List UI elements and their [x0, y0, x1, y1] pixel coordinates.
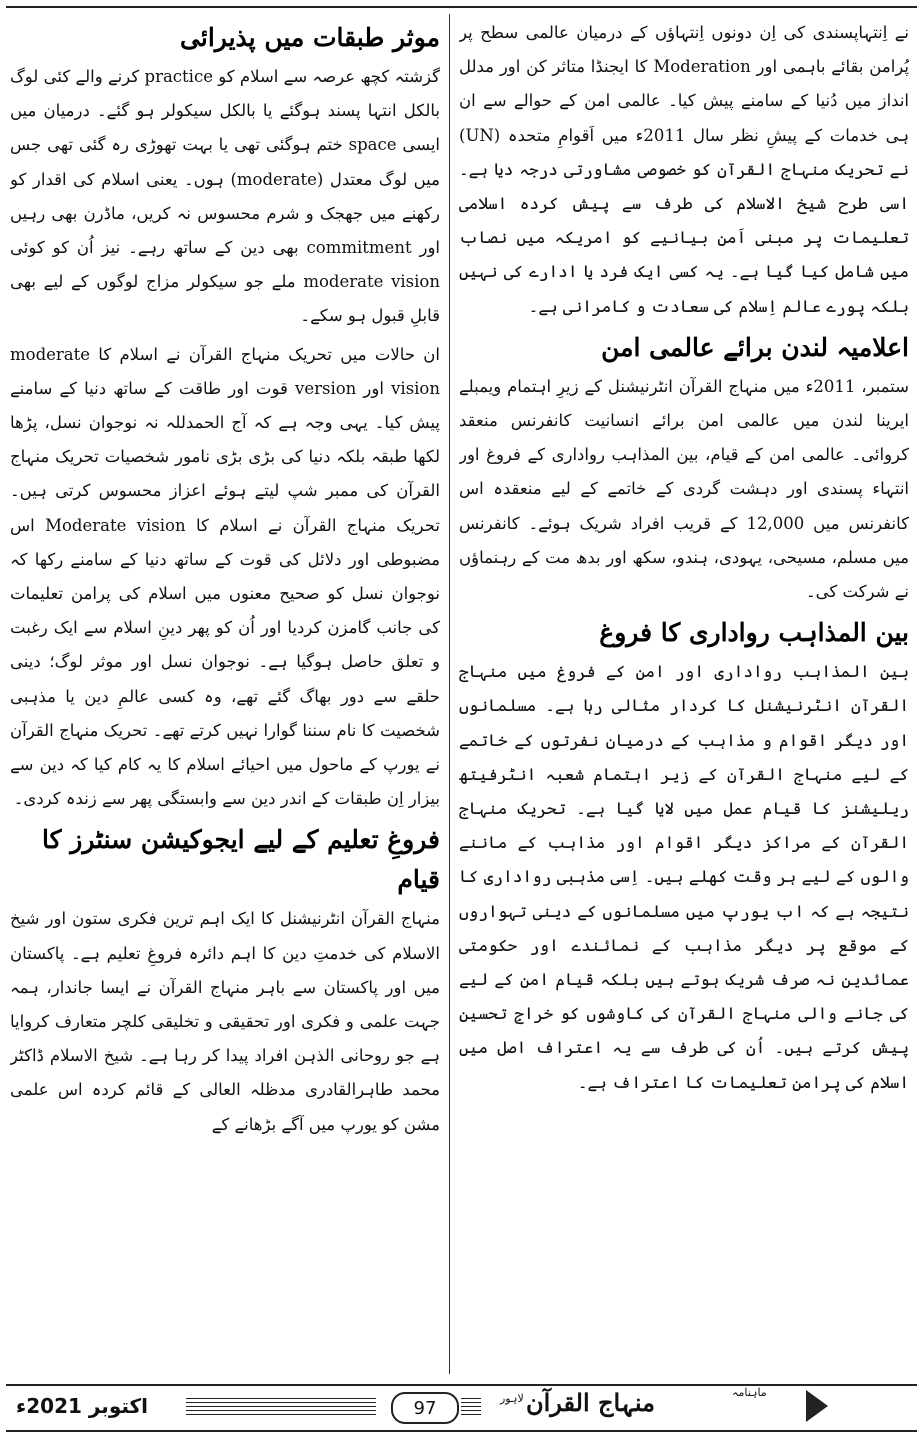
- logo-arrow-icon: [806, 1390, 828, 1422]
- left-column: [10, 16, 440, 1376]
- heading-education-centers: فروغِ تعلیم کے لیے ایجوکیشن سنٹرز کا قیام: [42, 825, 440, 895]
- heading-london-declaration: اعلامیہ لندن برائے عالمی امن: [601, 332, 909, 362]
- footer-ornament-right: [461, 1398, 481, 1416]
- heading-influential-classes: موثر طبقات میں پذیرائی: [180, 23, 440, 52]
- page-number: 97: [391, 1392, 459, 1424]
- issue-date: اکتوبر 2021ء: [16, 1394, 149, 1418]
- right-paragraph-2: ستمبر، 2011ء میں منہاج القرآن انٹرنیشنل کے زیرِ اہتمام ویمبلے ایرینا لندن میں عالمی امن برائے انسانیت کانفرنس منعقد کروائی۔ عالمی امن کے قیام، بین المذاہب رواداری کے فروغ اور انتہاء پسندی اور دہشت گردی کے خاتمے کے لیے منعقدہ اس کانفرنس میں 12,000 کے قریب افراد شریک ہوئے۔ کانفرنس میں مسلم، مسیحی، یہودی، ہندو، سکھ اور بدھ مت کے رہنماؤں نے شرکت کی۔: [459, 376, 909, 602]
- magazine-city: لاہور: [500, 1392, 524, 1405]
- page-footer: [6, 1384, 917, 1432]
- right-paragraph-1: نے اِنتہاپسندی کی اِن دونوں اِنتہاؤں کے درمیان عالمی سطح پر پُرامن بقائے باہمی اور Moderation کا ایجنڈا متاثر کن اور مدلل انداز میں دُنیا کے سامنے پیش کیا۔ عالمی امن کے حوالے سے ان ہی خدمات کے پیشِ نظر سال 2011ء میں اَقوامِ متحدہ (UN) نے تحریک منہاج القرآن کو خصوصی مشاورتی درجہ دیا ہے۔ اسی طرح شیخ الاسلام کی طرف سے پیش کردہ اسلامی تعلیمات پر مبنی اَمن بیانیے کو امریکہ میں نصاب میں شامل کیا گیا ہے۔ یہ کسی ایک فرد یا ادارے کی نہیں بلکہ پورے عالم اِسلام کی سعادت و کامرانی ہے۔: [459, 23, 909, 316]
- right-paragraph-3: بین المذاہب رواداری اور امن کے فروغ میں منہاج القرآن انٹرنیشنل کا کردار مثالی رہا ہے۔ مسلمانوں اور دیگر اقوام و مذاہب کے درمیان نفرتوں کے خاتمے کے لیے منہاج القرآن کے زیر اہتمام شعبہ انٹرفیتھ ریلیشنز کا قیام عمل میں لایا گیا ہے۔ تحریک منہاج القرآن کے مراکز دیگر اقوام اور مذاہب کے ماننے والوں کے لیے ہر وقت کھلے ہیں۔ اِسی مذہبی رواداری کا نتیجہ ہے کہ اب یورپ میں مسلمانوں کے دینی تہواروں کے موقع پر دیگر مذاہب کے نمائندے اور حکومتی عمائدین نہ صرف شریک ہوتے ہیں بلکہ قیام امن کے لیے کی جانے والی منہاج القرآن کی کاوشوں کو خراجِ تحسین پیش کرتے ہیں۔ اُن کی طرف سے یہ اعتراف اصل میں اسلام کی پرامن تعلیمات کا اعتراف ہے۔: [459, 662, 909, 1092]
- right-column: [459, 16, 909, 1376]
- left-paragraph-2: ان حالات میں تحریک منہاج القرآن نے اسلام کا moderate vision اور version قوت اور طاقت کے ساتھ دنیا کے سامنے پیش کیا۔ یہی وجہ ہے کہ آج الحمدللہ نہ نوجوان نسل، پڑھا لکھا طبقہ بلکہ دنیا کی بڑی بڑی نامور شخصیات تحریک منہاج القرآن کی ممبر شپ لیتے ہوئے اعزاز محسوس کرتی ہیں۔ تحریک منہاج القرآن نے اسلام کا Moderate vision اس مضبوطی اور دلائل کی قوت کے ساتھ دنیا کے سامنے رکھا کہ نوجوان نسل کو صحیح معنوں میں اسلام کی پرامن تعلیمات کی جانب گامزن کردیا اور اُن کو پھر دینِ اسلام سے ایک رغبت و تعلق حاصل ہوگیا ہے۔ نوجوان نسل اور موثر لوگ؛ دینی حلقے سے دور بھاگ گئے تھے، وہ کسی عالمِ دین یا مذہبی شخصیت کا نام سننا گوارا نہیں کرتے تھے۔ تحریک منہاج القرآن نے یورپ کے ماحول میں احیائے اسلام کا یہ کام کیا کہ دین سے بیزار اِن طبقات کے اندر دین سے وابستگی پھر سے زندہ کردی۔: [10, 344, 440, 809]
- heading-interfaith-harmony: بین المذاہب رواداری کا فروغ: [599, 618, 909, 648]
- column-divider: [449, 14, 450, 1374]
- footer-ornament-left: [186, 1398, 376, 1416]
- top-rule: [6, 6, 917, 8]
- magazine-title: منہاج القرآن: [526, 1388, 655, 1417]
- left-paragraph-1: گزشتہ کچھ عرصہ سے اسلام کو practice کرنے والے کئی لوگ بالکل انتہا پسند ہوگئے یا بالکل سیکولر ہو گئے۔ درمیان میں ایسی space ختم ہوگئی تھی یا بہت تھوڑی رہ گئی تھی جس میں لوگ معتدل (moderate) ہوں۔ یعنی اسلام کی اقدار کو رکھنے میں جھجک و شرم محسوس نہ کریں، ماڈرن بھی رہیں اور commitment بھی دین کے ساتھ رہے۔ نیز اُن کو کوئی moderate vision ملے جو سیکولر مزاج لوگوں کے لیے بھی قابلِ قبول ہو سکے۔: [10, 67, 440, 326]
- magazine-label: ماہنامہ: [732, 1386, 767, 1399]
- left-paragraph-3: منہاج القرآن انٹرنیشنل کا ایک اہم ترین فکری ستون اور شیخ الاسلام کی خدمتِ دین کا اہم دائرہ فروغِ تعلیم ہے۔ پاکستان میں اور پاکستان سے باہر منہاج القرآن نے ایسا جاندار، ہمہ جہت علمی و فکری اور تحقیقی و تخلیقی کلچر متعارف کروایا ہے جو روحانی الذہن افراد پیدا کر رہا ہے۔ شیخ الاسلام ڈاکٹر محمد طاہرالقادری مدظلہ العالی کے قائم کردہ اس علمی مشن کو یورپ میں آگے بڑھانے کے: [10, 909, 440, 1134]
